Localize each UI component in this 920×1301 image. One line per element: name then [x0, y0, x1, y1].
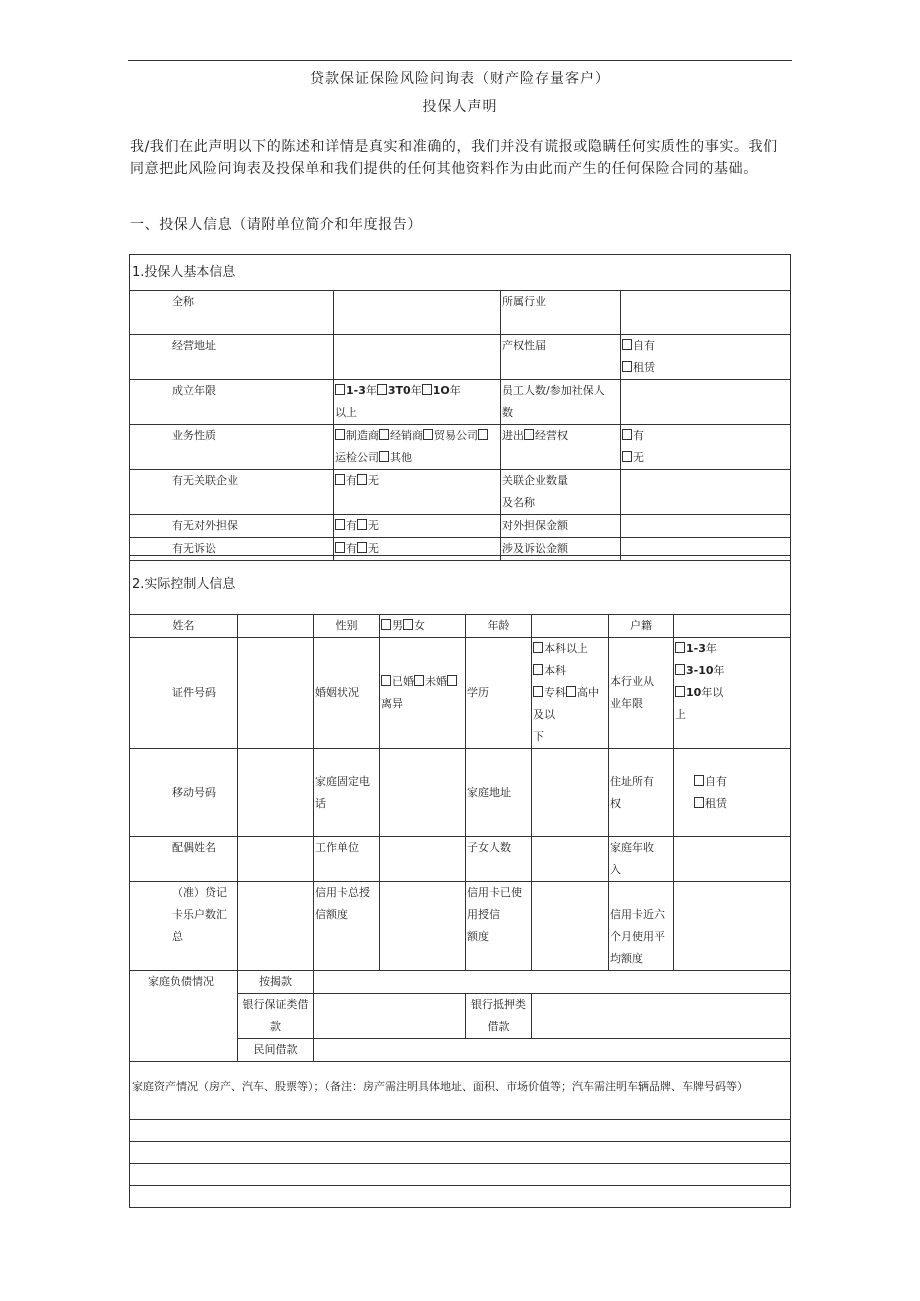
avg-usage-field[interactable] [674, 882, 791, 971]
address-label: 经营地址 [130, 335, 334, 380]
bank-pledge-label [466, 994, 532, 1039]
marital-options [380, 638, 466, 749]
guarantee-amount-field[interactable] [621, 515, 791, 538]
age-field[interactable] [532, 615, 609, 638]
checkbox-icon[interactable] [414, 675, 424, 686]
industry-years-line2: 业年限 [610, 697, 643, 710]
section-header: 1.投保人基本信息 [130, 255, 791, 291]
children-field[interactable] [532, 837, 609, 882]
option-married: 已婚 [392, 675, 414, 688]
credit-cards-label [130, 882, 238, 971]
option-bachelor-above: 本科以上 [544, 642, 588, 655]
checkbox-icon[interactable] [335, 519, 345, 530]
family-assets-row[interactable] [130, 1186, 791, 1208]
checkbox-icon[interactable] [379, 451, 389, 462]
import-export-options [621, 425, 791, 470]
credit-limit-line1: 信用卡总授 [315, 886, 370, 899]
years-established-options [334, 380, 501, 425]
credit-used-line2: 用授信 [467, 908, 500, 921]
business-type-options [334, 425, 501, 470]
credit-used-line3: 额度 [467, 930, 489, 943]
option-rent: 租赁 [705, 796, 727, 810]
option-trading: 贸易公司 [434, 429, 478, 442]
home-phone-line2: 话 [315, 796, 326, 810]
bank-pledge-line1: 银行抵押类 [471, 998, 526, 1011]
business-type-label: 业务性质 [130, 425, 334, 470]
iy-unit: 年 [705, 642, 717, 655]
option-transport: 运检公司 [335, 451, 379, 464]
iy-option-3: 10 [686, 686, 702, 699]
credit-cards-line3: 总 [172, 930, 183, 943]
family-assets-row[interactable] [130, 1142, 791, 1164]
controller-info-table [129, 555, 791, 1208]
guarantee-amount-label: 对外担保金额 [501, 515, 621, 538]
iy-option-1: 1-3 [686, 642, 706, 655]
residence-options [674, 749, 791, 837]
option-distributor: 经销商 [390, 429, 423, 442]
family-assets-label: 家庭资产情况（房产、汽车、股票等）；（备注：房产需注明具体地址、面积、市场价值等；汽车需注明车辆品牌、车牌号码等） [130, 1062, 791, 1120]
edu-below-line2: 下 [533, 730, 544, 743]
import-export-text-2: 经营权 [535, 429, 568, 442]
option-highschool: 高中 [577, 686, 599, 699]
option-male: 男 [392, 619, 403, 632]
import-export-label [501, 425, 621, 470]
option-own: 自有 [633, 339, 655, 352]
residence-line1: 住址所有 [610, 774, 654, 788]
home-phone-field[interactable] [380, 749, 466, 837]
id-number-label: 证件号码 [130, 638, 238, 749]
iy-option-2: 3-10 [686, 664, 714, 677]
mobile-label: 移动号码 [130, 749, 238, 837]
checkbox-icon[interactable] [447, 675, 457, 686]
family-income-label [609, 837, 674, 882]
property-rights-label: 产权性届 [501, 335, 621, 380]
checkbox-icon[interactable] [357, 474, 367, 485]
import-export-text: 进出 [502, 429, 524, 442]
bank-guarantee-label [238, 994, 314, 1039]
avg-usage-line1: 信用卡近六 [610, 908, 665, 921]
credit-cards-line1: （准）贷记 [172, 886, 227, 899]
option-have: 有 [346, 519, 357, 532]
years-option-2: 3T0 [387, 384, 411, 397]
checkbox-icon[interactable] [357, 542, 367, 553]
related-count-label [501, 470, 621, 515]
checkbox-icon[interactable] [423, 429, 433, 440]
home-phone-line1: 家庭固定电 [315, 774, 370, 788]
litigation-amount-label: 涉及诉讼金额 [501, 538, 621, 561]
home-address-label: 家庭地址 [466, 749, 532, 837]
top-rule [128, 60, 792, 61]
name-label: 姓名 [130, 615, 238, 638]
marital-label: 婚姻状况 [314, 638, 380, 749]
bank-guarantee-line1: 银行保证类借 [242, 998, 309, 1011]
checkbox-icon[interactable] [422, 384, 432, 395]
checkbox-icon[interactable] [335, 474, 345, 485]
employer-label: 工作单位 [314, 837, 380, 882]
bank-pledge-line2: 借款 [487, 1020, 510, 1033]
employer-field[interactable] [380, 837, 466, 882]
checkbox-icon[interactable] [566, 686, 576, 697]
option-manufacturer: 制造商 [346, 429, 379, 442]
checkbox-icon[interactable] [335, 429, 345, 440]
avg-usage-line3: 均额度 [610, 952, 643, 965]
checkbox-icon[interactable] [694, 775, 704, 786]
family-income-field[interactable] [674, 837, 791, 882]
education-label: 学历 [466, 638, 532, 749]
credit-used-label [466, 882, 532, 971]
full-name-label: 全称 [130, 291, 334, 335]
industry-years-line1: 本行业从 [610, 675, 654, 688]
family-income-line1: 家庭年收 [610, 841, 654, 854]
private-loan-field[interactable] [314, 1039, 791, 1062]
age-label: 年龄 [466, 615, 532, 638]
address-field[interactable] [334, 335, 501, 380]
iy-unit: 年以 [701, 686, 724, 699]
years-unit: 年 [410, 384, 422, 397]
checkbox-icon[interactable] [524, 429, 534, 440]
iy-above: 上 [675, 708, 686, 721]
bank-guarantee-field[interactable] [314, 994, 466, 1039]
bank-guarantee-line2: 款 [270, 1020, 281, 1033]
family-income-line2: 入 [610, 863, 621, 876]
checkbox-icon[interactable] [622, 361, 632, 372]
years-established-label: 成立年限 [130, 380, 334, 425]
checkbox-icon[interactable] [675, 664, 685, 675]
checkbox-icon[interactable] [533, 664, 543, 675]
home-address-field[interactable] [532, 749, 609, 837]
employees-field[interactable] [621, 380, 791, 425]
full-name-field[interactable] [334, 291, 501, 335]
checkbox-icon[interactable] [377, 384, 387, 395]
hukou-label: 户籍 [609, 615, 674, 638]
option-other: 其他 [390, 451, 412, 464]
guarantee-options [334, 515, 501, 538]
bank-pledge-field[interactable] [532, 994, 791, 1039]
related-count-field[interactable] [621, 470, 791, 515]
litigation-label: 有无诉讼 [130, 538, 334, 561]
years-option-1: 1-3 [346, 384, 366, 397]
credit-cards-line2: 卡乐户数汇 [172, 908, 227, 921]
option-have: 有 [346, 542, 357, 555]
option-have: 有 [633, 429, 644, 442]
avg-usage-line2: 个月使用平 [610, 930, 665, 943]
credit-cards-field[interactable] [238, 882, 314, 971]
document-subtitle: 投保人声明 [422, 99, 498, 115]
related-company-options [334, 470, 501, 515]
property-rights-options [621, 335, 791, 380]
mobile-field[interactable] [238, 749, 314, 837]
checkbox-icon[interactable] [675, 642, 685, 653]
employees-label-line2: 数 [502, 406, 513, 419]
id-number-field[interactable] [238, 638, 314, 749]
checkbox-icon[interactable] [335, 384, 345, 395]
education-options [532, 638, 609, 749]
option-college: 专科 [544, 686, 566, 699]
section-header: 2.实际控制人信息 [130, 556, 791, 615]
mortgage-field[interactable] [314, 971, 791, 994]
checkbox-icon[interactable] [675, 686, 685, 697]
home-phone-label [314, 749, 380, 837]
checkbox-icon[interactable] [533, 642, 543, 653]
checkbox-icon[interactable] [403, 619, 413, 630]
family-assets-row[interactable] [130, 1164, 791, 1186]
section-heading: 一、投保人信息（请附单位简介和年度报告） [130, 217, 422, 233]
industry-years-options [674, 638, 791, 749]
option-none: 无 [368, 474, 379, 487]
related-company-label: 有无关联企业 [130, 470, 334, 515]
checkbox-icon[interactable] [379, 429, 389, 440]
checkbox-icon[interactable] [357, 519, 367, 530]
employees-label [501, 380, 621, 425]
avg-usage-label [609, 882, 674, 971]
checkbox-icon[interactable] [694, 797, 704, 808]
industry-years-label [609, 638, 674, 749]
credit-used-line1: 信用卡已使 [467, 886, 522, 899]
credit-used-field[interactable] [532, 882, 609, 971]
related-count-line1: 关联企业数量 [502, 474, 568, 487]
checkbox-icon[interactable] [381, 675, 391, 686]
applicant-basic-info-table [129, 254, 791, 561]
option-have: 有 [346, 474, 357, 487]
industry-label: 所属行业 [501, 291, 621, 335]
checkbox-icon[interactable] [622, 429, 632, 440]
mortgage-label: 按揭款 [238, 971, 314, 994]
years-above: 以上 [335, 406, 357, 419]
checkbox-icon[interactable] [381, 619, 391, 630]
declaration-text: 我/我们在此声明以下的陈述和详情是真实和准确的，我们并没有谎报或隐瞒任何实质性的事实。我们同意把此风险问询表及投保单和我们提供的任何其他资料作为由此而产生的任何保险合同的基础。 [130, 139, 778, 177]
spouse-field[interactable] [238, 837, 314, 882]
checkbox-icon[interactable] [335, 542, 345, 553]
family-assets-row[interactable] [130, 1120, 791, 1142]
option-none: 无 [633, 451, 644, 464]
children-label: 子女人数 [466, 837, 532, 882]
option-none: 无 [368, 542, 379, 555]
credit-limit-field[interactable] [380, 882, 466, 971]
years-option-3: 1O [432, 384, 450, 397]
guarantee-label: 有无对外担保 [130, 515, 334, 538]
option-none: 无 [368, 519, 379, 532]
residence-line2: 权 [610, 796, 621, 810]
name-field[interactable] [238, 615, 314, 638]
checkbox-icon[interactable] [478, 429, 488, 440]
checkbox-icon[interactable] [533, 686, 543, 697]
gender-options [380, 615, 466, 638]
option-own: 自有 [705, 774, 727, 788]
option-divorced: 离异 [381, 697, 403, 710]
option-unmarried: 未婚 [425, 675, 447, 688]
option-rent: 租赁 [633, 361, 655, 374]
years-unit: 年 [365, 384, 377, 397]
edu-below-line1: 及以 [533, 708, 555, 721]
private-loan-label: 民间借款 [238, 1039, 314, 1062]
related-count-line2: 及名称 [502, 496, 535, 509]
gender-label: 性别 [314, 615, 380, 638]
credit-limit-line2: 信额度 [315, 908, 348, 921]
checkbox-icon[interactable] [622, 451, 632, 462]
checkbox-icon[interactable] [622, 339, 632, 350]
employees-label-line1: 员工人数/参加社保人 [502, 384, 605, 397]
iy-unit: 年 [713, 664, 725, 677]
residence-label [609, 749, 674, 837]
option-bachelor: 本科 [544, 664, 566, 677]
spouse-label: 配偶姓名 [130, 837, 238, 882]
family-debt-label: 家庭负债情况 [130, 971, 238, 1062]
document-title: 贷款保证保险风险问询表（财产险存量客户） [310, 71, 610, 87]
years-unit: 年 [449, 384, 461, 397]
option-female: 女 [414, 619, 425, 632]
hukou-field[interactable] [674, 615, 791, 638]
credit-limit-label [314, 882, 380, 971]
industry-field[interactable] [621, 291, 791, 335]
